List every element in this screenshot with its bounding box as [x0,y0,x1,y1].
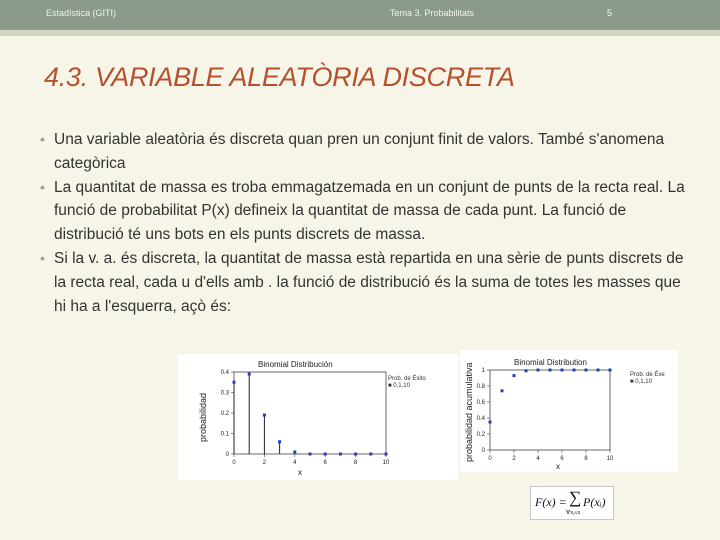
x-tick-label: 2 [262,460,267,466]
bullet-item: • La quantitat de massa es troba emmagatzemada en un conjunt de punts de la recta real. La funció de probabilitat P(x) defineix la quantitat de massa de cada punt. La funció de distribució té uns bots en els punts discrets de massa. [37,176,687,247]
formula-lhs: F(x) = [535,495,567,509]
x-tick-label: 10 [382,460,390,466]
y-axis-label: probabilidad [198,392,208,442]
data-point [573,369,576,372]
pmf-chart [178,354,458,480]
y-tick-label: 0.4 [220,370,229,376]
topic-label: Tema 3. Probabilitats [390,8,475,18]
x-tick-label: 4 [536,456,540,462]
plot-frame [490,370,610,450]
formula-subscript: ∀xᵢ≤x [566,510,581,516]
bullet-dot-icon: • [40,249,45,266]
y-tick-label: 0.2 [476,432,485,438]
y-tick-label: 0 [225,452,229,458]
data-point [324,453,327,456]
y-tick-label: 0.6 [476,400,485,406]
data-point [585,369,588,372]
y-tick-label: 0.4 [476,416,485,422]
cdf-chart [460,350,678,472]
bullet-dot-icon: • [40,178,45,195]
x-tick-label: 10 [606,456,614,462]
data-point [489,421,492,424]
bullet-item: • Si la v. a. és discreta, la quantitat de massa està repartida en una sèrie de punts discrets de la recta real, cada u d'ells amb . la funció de distribució és la suma de totes les masses que hi ha a l'esquerra, açò és: [37,247,687,318]
data-point [248,373,251,376]
sum-symbol-icon: ∑ [569,488,582,507]
y-tick-label: 0.1 [220,431,229,438]
data-point [561,369,564,372]
data-point [233,381,236,384]
data-point [263,414,266,417]
data-point [513,374,516,377]
data-point [537,369,540,372]
chart-legend: Prob. de Éxe ■ 0,1,10 [630,372,665,385]
header-stripe [0,30,720,36]
data-point [354,453,357,456]
plot-frame [234,372,386,454]
formula-rhs: P(xᵢ) [583,495,606,509]
cdf-plot [460,350,678,472]
x-tick-label: 0 [232,460,236,466]
y-tick-label: 1 [481,368,485,374]
x-tick-label: 0 [488,456,492,462]
pmf-plot [178,354,458,480]
data-point [525,369,528,372]
distribution-formula [530,486,614,520]
data-point [501,389,504,392]
x-tick-label: 8 [353,460,358,466]
x-tick-label: 4 [293,460,297,466]
x-axis-label: x [556,462,560,471]
data-point [339,453,342,456]
y-axis-label: probabilidad acumulativa [464,362,474,462]
y-tick-label: 0.2 [220,411,229,417]
page-number: 5 [607,8,613,18]
bullet-list [37,128,687,318]
data-point [278,440,281,443]
y-tick-label: 0 [481,448,485,454]
y-tick-label: 0.8 [476,384,485,390]
bullet-dot-icon: • [40,131,45,147]
data-point [293,450,296,453]
chart-legend: Prob. de Éxito ■ 0,1,10 [388,376,426,389]
x-tick-label: 2 [512,456,516,462]
slide-title: 4.3. VARIABLE ALEATÒRIA DISCRETA [44,62,515,92]
data-point [385,453,388,456]
x-tick-label: 6 [323,460,327,466]
data-point [549,369,552,372]
bullet-item: • Una variable aleatòria és discreta quan pren un conjunt finit de valors. També s'anomena categòrica [37,128,687,176]
y-tick-label: 0.3 [220,390,229,397]
data-point [309,453,312,456]
course-label: Estadística (GITI) [46,8,117,18]
header-bar [0,0,720,30]
chart-title: Binomial Distribution [514,358,587,367]
chart-title: Binomial Distribución [258,360,333,369]
x-axis-label: x [298,468,302,477]
x-tick-label: 8 [584,456,588,462]
data-point [597,369,600,372]
x-tick-label: 6 [560,456,564,462]
data-point [369,453,372,456]
data-point [609,369,612,372]
